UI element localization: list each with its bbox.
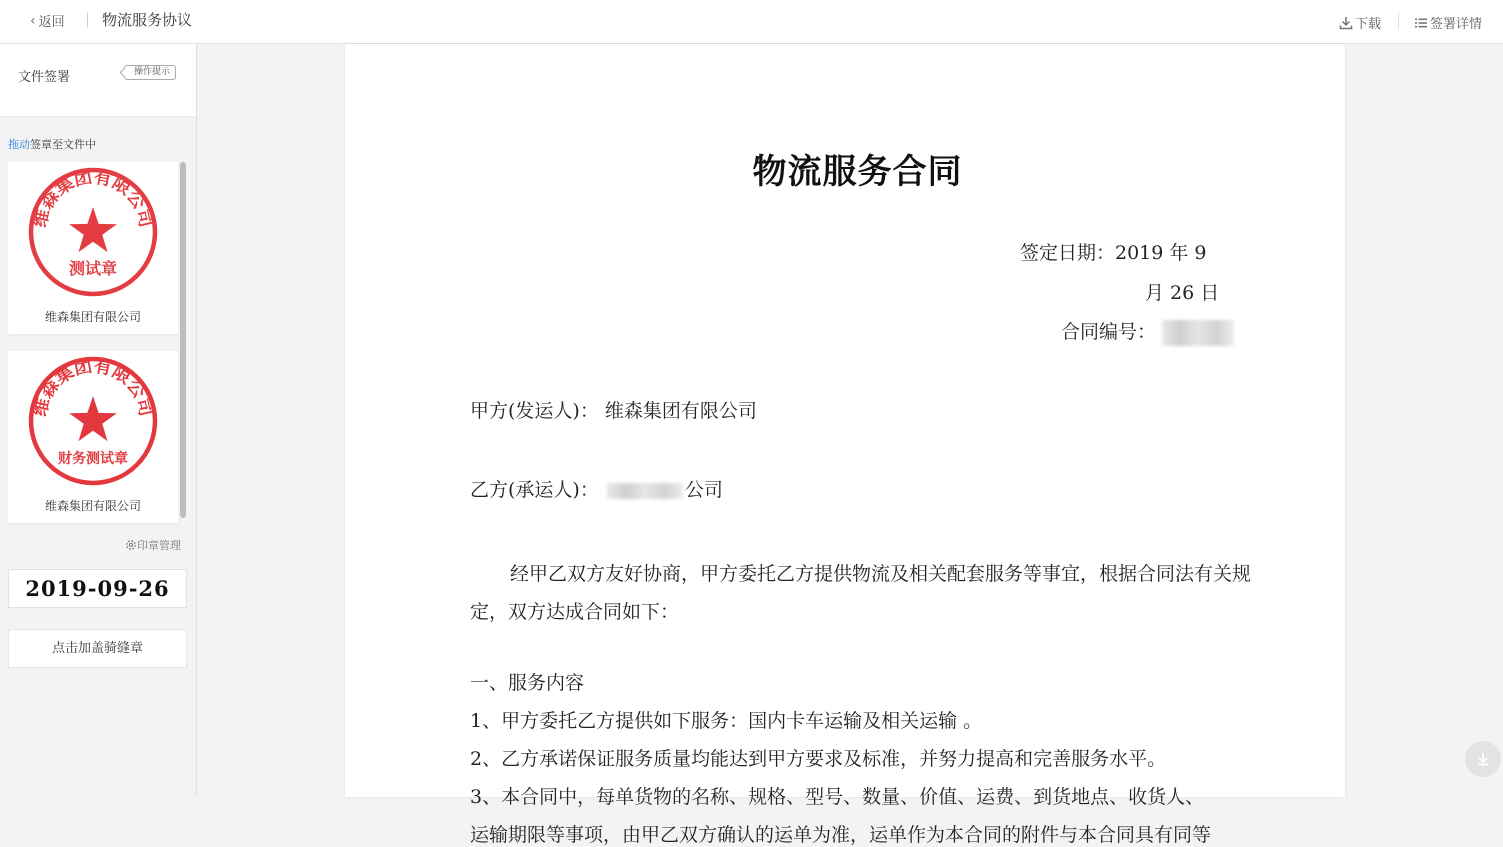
- divider: [87, 12, 88, 28]
- sign-details-button[interactable]: [1414, 13, 1482, 32]
- seal-center-text: 测试章: [68, 259, 118, 278]
- sign-date-line-1: 签定日期：2019 年 9: [1020, 242, 1207, 264]
- party-a: 甲方(发运人)： 维森集团有限公司: [470, 400, 757, 422]
- seal-ring-text: 维森集团有限公司: [29, 167, 157, 230]
- top-bar: [0, 0, 1503, 44]
- divider: [1398, 13, 1399, 29]
- clause-3: 3、本合同中，每单货物的名称、规格、型号、数量、价值、运费、到货地点、收货人、: [470, 786, 1205, 808]
- section-heading: 一、服务内容: [470, 672, 585, 694]
- gear-icon: [125, 539, 137, 551]
- party-b-label: 乙方(承运人)：: [470, 479, 599, 501]
- document-viewer[interactable]: [197, 44, 1503, 846]
- contract-number: [1061, 317, 1234, 346]
- back-label: 返回: [38, 15, 65, 30]
- redacted-value: [607, 483, 683, 499]
- back-button[interactable]: [30, 11, 65, 30]
- drag-hint: [8, 136, 96, 152]
- seal-management-link[interactable]: [125, 537, 181, 553]
- contract-number-label: 合同编号：: [1061, 321, 1157, 343]
- operation-hint-button[interactable]: 操作提示: [124, 65, 176, 80]
- clause-3-continued: 运输期限等事项，由甲乙双方确认的运单为准，运单作为本合同的附件与本合同具有同等: [470, 824, 1212, 846]
- seal-list: [0, 162, 196, 522]
- seal-center-text: 财务测试章: [58, 451, 128, 467]
- document-page[interactable]: [345, 44, 1345, 846]
- seal-list-scrollbar[interactable]: [180, 162, 186, 518]
- seal-management-label: 印章管理: [137, 539, 181, 552]
- floating-download-button[interactable]: [1465, 741, 1501, 777]
- download-icon: [1475, 751, 1491, 767]
- sign-details-label: 签署详情: [1430, 17, 1483, 32]
- scrollbar-thumb[interactable]: [180, 162, 186, 518]
- seal-card[interactable]: [8, 162, 178, 334]
- seal-company-name: 维森集团有限公司: [44, 310, 141, 324]
- sidebar-header: [0, 44, 196, 117]
- seal-ring-text: 维森集团有限公司: [29, 356, 157, 419]
- date-stamp[interactable]: 2019-09-26: [8, 569, 187, 608]
- seal-stamp-icon: [28, 167, 158, 297]
- party-b: [470, 475, 723, 502]
- clause-1: 1、甲方委托乙方提供如下服务：国内卡车运输及相关运输 。: [470, 710, 983, 732]
- clause-2: 2、乙方承诺保证服务质量均能达到甲方要求及标准，并努力提高和完善服务水平。: [470, 748, 1167, 770]
- drag-hint-highlight: 拖动: [8, 138, 30, 151]
- contract-title: 物流服务合同: [752, 152, 963, 192]
- chevron-left-icon: ‹: [30, 12, 36, 29]
- list-icon: [1414, 16, 1428, 30]
- download-icon: [1339, 16, 1353, 30]
- seal-stamp-icon: [28, 356, 158, 486]
- drag-hint-text: 签章至文件中: [30, 138, 96, 151]
- seal-card[interactable]: [8, 351, 178, 523]
- seal-company-name: 维森集团有限公司: [44, 499, 141, 513]
- redacted-value: [1162, 320, 1234, 346]
- riding-seal-button[interactable]: 点击加盖骑缝章: [8, 629, 187, 668]
- sign-date-line-2: 月 26 日: [1145, 282, 1220, 304]
- sidebar-title: 文件签署: [18, 70, 71, 85]
- page-title: 物流服务协议: [102, 11, 193, 29]
- download-button[interactable]: [1339, 13, 1381, 32]
- intro-paragraph: 经甲乙双方友好协商，甲方委托乙方提供物流及相关配套服务等事宜，根据合同法有关规定，双方达成合同如下：: [470, 563, 1252, 623]
- party-b-suffix: 公司: [684, 479, 723, 501]
- download-label: 下载: [1355, 17, 1382, 32]
- signing-sidebar: [0, 44, 197, 797]
